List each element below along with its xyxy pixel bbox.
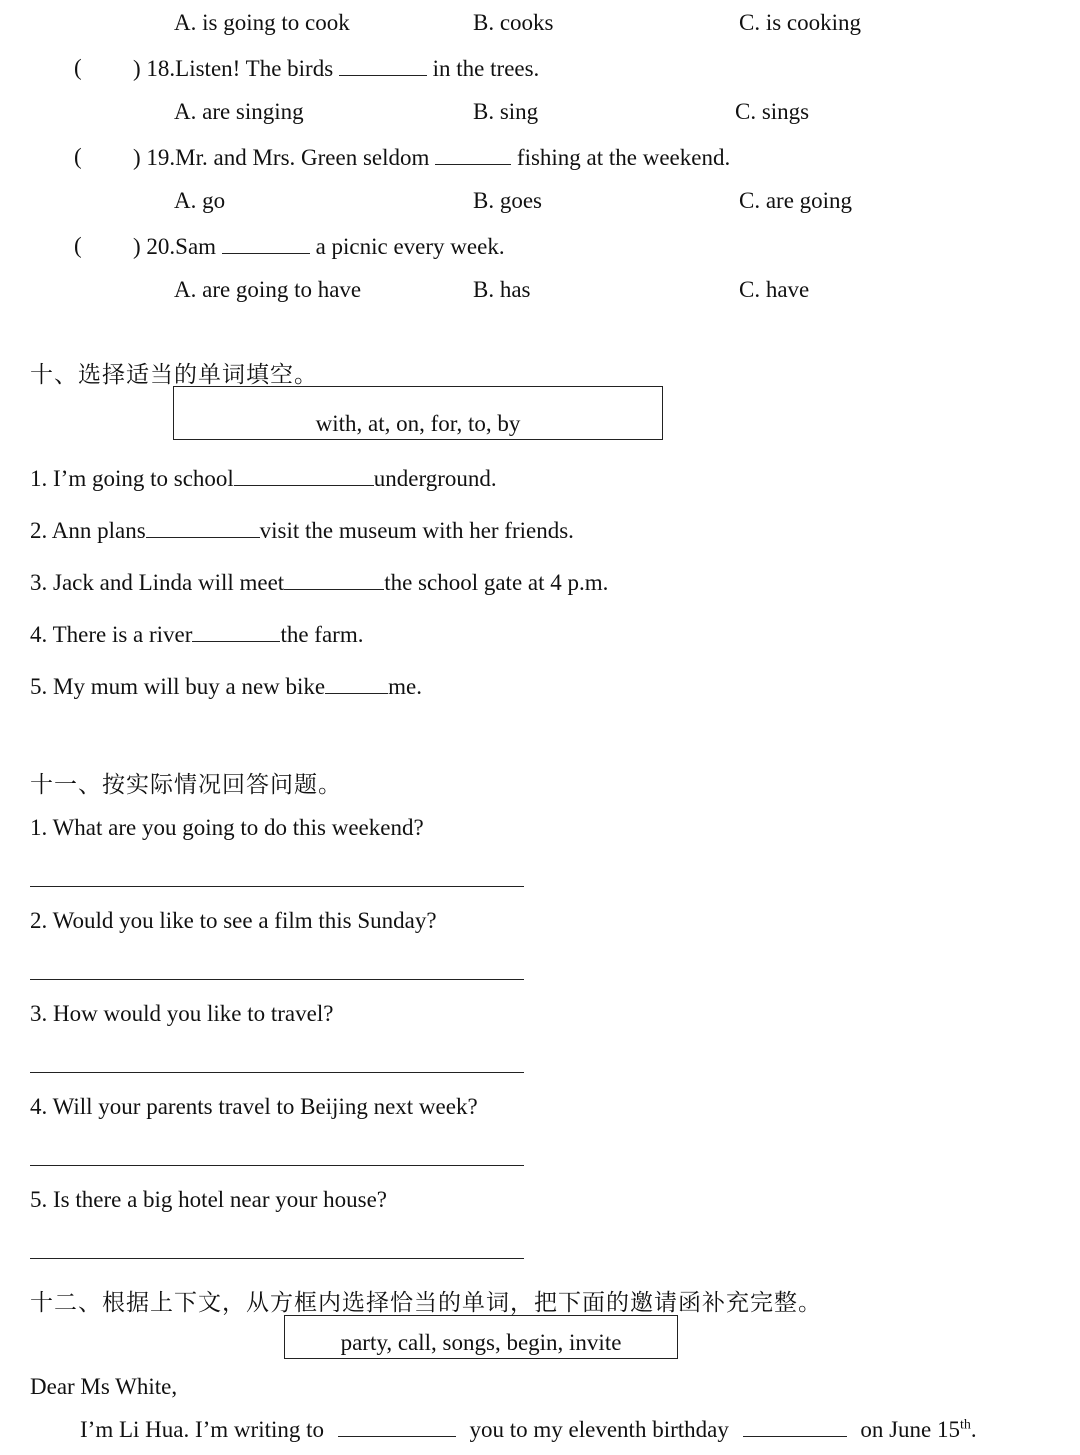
option-a: A. is going to cook bbox=[174, 10, 350, 35]
item-pre: 2. Ann plans bbox=[30, 518, 146, 543]
answer-line-2[interactable] bbox=[30, 979, 524, 980]
fill-item-1 bbox=[30, 465, 497, 492]
answer-blank[interactable] bbox=[338, 1416, 456, 1437]
section-title: 十一、按实际情况回答问题。 bbox=[30, 772, 342, 797]
section-title: 十二、根据上下文，从方框内选择恰当的单词，把下面的邀请函补充完整。 bbox=[30, 1290, 822, 1315]
stem-post: a picnic every week. bbox=[315, 234, 505, 259]
fill-item-3 bbox=[30, 569, 608, 596]
answer-blank[interactable] bbox=[325, 673, 388, 694]
word-box bbox=[284, 1315, 678, 1359]
question-3: 3. How would you like to travel? bbox=[30, 1001, 334, 1026]
option-b: B. cooks bbox=[473, 10, 554, 35]
item-pre: 4. There is a river bbox=[30, 622, 193, 647]
line-text: I’m Li Hua. I’m writing to bbox=[80, 1417, 325, 1442]
answer-blank[interactable] bbox=[743, 1416, 847, 1437]
option-b: B. has bbox=[473, 277, 531, 302]
stem-post: fishing at the weekend. bbox=[516, 145, 731, 170]
item-post: visit the museum with her friends. bbox=[259, 518, 574, 543]
fill-item-5 bbox=[30, 673, 422, 700]
option-a: A. are singing bbox=[174, 99, 304, 124]
answer-blank[interactable] bbox=[284, 569, 384, 590]
section-title: 十、选择适当的单词填空。 bbox=[30, 362, 318, 387]
item-pre: 3. Jack and Linda will meet bbox=[30, 570, 285, 595]
item-post: me. bbox=[388, 674, 422, 699]
fill-item-2 bbox=[30, 517, 574, 544]
ordinal-suffix: th bbox=[960, 1417, 971, 1433]
option-b: B. goes bbox=[473, 188, 542, 213]
letter-greeting: Dear Ms White, bbox=[30, 1374, 178, 1399]
question-5: 5. Is there a big hotel near your house? bbox=[30, 1187, 388, 1212]
item-pre: 5. My mum will buy a new bike bbox=[30, 674, 326, 699]
answer-blank[interactable] bbox=[435, 144, 511, 165]
option-a: A. are going to have bbox=[174, 277, 362, 302]
option-b: B. sing bbox=[473, 99, 539, 124]
question-4: 4. Will your parents travel to Beijing next week? bbox=[30, 1094, 478, 1119]
option-c: C. are going bbox=[739, 188, 853, 213]
option-c: C. have bbox=[739, 277, 810, 302]
word-box-words: with, at, on, for, to, by bbox=[315, 411, 521, 436]
stem-pre: ) 19.Mr. and Mrs. Green seldom bbox=[133, 145, 430, 170]
question-stem bbox=[133, 233, 505, 260]
answer-line-1[interactable] bbox=[30, 886, 524, 887]
letter-line-1 bbox=[80, 1416, 977, 1443]
answer-paren: ( bbox=[74, 55, 82, 80]
stem-post: in the trees. bbox=[432, 56, 540, 81]
question-stem bbox=[133, 144, 730, 171]
word-box bbox=[173, 386, 663, 440]
stem-pre: ) 20.Sam bbox=[133, 234, 217, 259]
answer-paren: ( bbox=[74, 144, 82, 169]
item-post: the school gate at 4 p.m. bbox=[384, 570, 609, 595]
answer-line-5[interactable] bbox=[30, 1258, 524, 1259]
answer-line-4[interactable] bbox=[30, 1165, 524, 1166]
stem-pre: ) 18.Listen! The birds bbox=[133, 56, 334, 81]
word-box-words: party, call, songs, begin, invite bbox=[340, 1330, 622, 1355]
answer-blank[interactable] bbox=[234, 465, 374, 486]
fill-item-4 bbox=[30, 621, 363, 648]
question-2: 2. Would you like to see a film this Sunday? bbox=[30, 908, 437, 933]
option-a: A. go bbox=[174, 188, 226, 213]
item-post: underground. bbox=[373, 466, 497, 491]
question-1: 1. What are you going to do this weekend? bbox=[30, 815, 424, 840]
answer-blank[interactable] bbox=[146, 517, 260, 538]
answer-blank[interactable] bbox=[192, 621, 280, 642]
item-pre: 1. I’m going to school bbox=[30, 466, 234, 491]
option-c: C. sings bbox=[735, 99, 810, 124]
line-text: you to my eleventh birthday bbox=[469, 1417, 729, 1442]
answer-blank[interactable] bbox=[222, 233, 310, 254]
item-post: the farm. bbox=[280, 622, 364, 647]
option-c: C. is cooking bbox=[739, 10, 862, 35]
answer-line-3[interactable] bbox=[30, 1072, 524, 1073]
answer-paren: ( bbox=[74, 233, 82, 258]
line-end: . bbox=[970, 1417, 977, 1442]
question-stem bbox=[133, 55, 539, 82]
answer-blank[interactable] bbox=[339, 55, 427, 76]
line-text: on June 15 bbox=[860, 1417, 961, 1442]
